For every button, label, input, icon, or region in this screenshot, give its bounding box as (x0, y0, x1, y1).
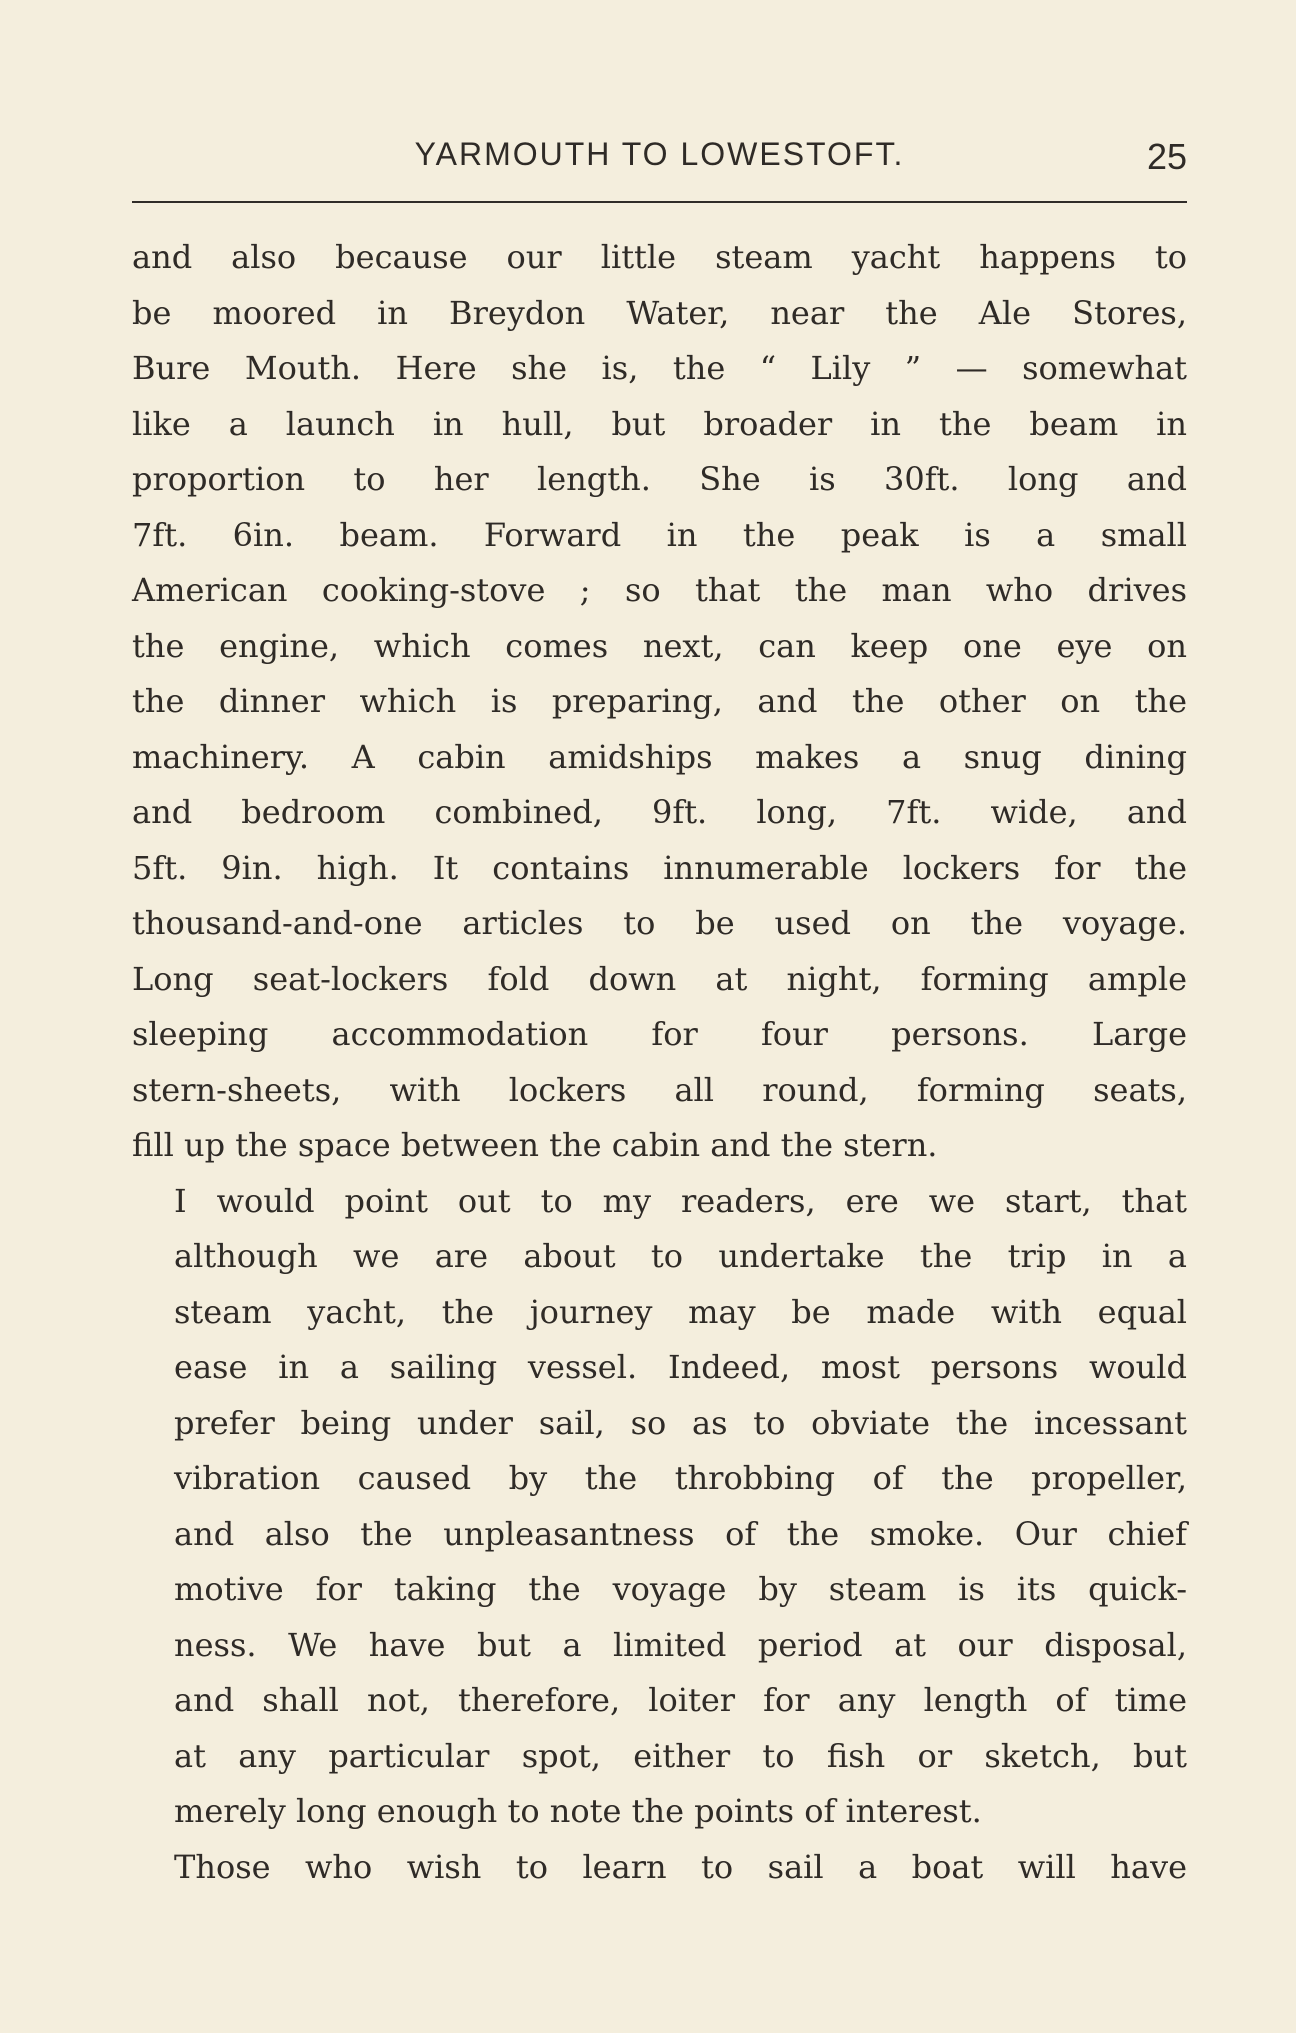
text-line: and shall not, therefore, loiter for any length of time (174, 1681, 1187, 1719)
text-line: I would point out to my readers, ere we start, that (174, 1181, 1187, 1220)
page-number: 25 (1146, 136, 1187, 177)
text-line: motive for taking the voyage by steam is its quick- (174, 1570, 1187, 1608)
body-text (132, 230, 1187, 1895)
text-line: Long seat-lockers fold down at night, forming ample (132, 959, 1187, 998)
header-rule (132, 201, 1187, 203)
text-line: sleeping accommodation for four persons. Large (132, 1015, 1187, 1053)
text-line: at any particular spot, either to fish or sketch, but (174, 1736, 1187, 1775)
text-line: fill up the space between the cabin and the stern. (132, 1126, 938, 1164)
text-line: the engine, which comes next, can keep one eye on (132, 626, 1187, 665)
text-line: 5ft. 9in. high. It contains innumerable lockers for the (132, 848, 1187, 887)
running-head (132, 136, 1187, 184)
paragraph-2 (132, 1174, 1187, 1840)
running-title: YARMOUTH TO LOWESTOFT. (414, 136, 905, 172)
text-line: ness. We have but a limited period at our disposal, (174, 1625, 1187, 1664)
text-line: vibration caused by the throbbing of the propeller, (174, 1459, 1187, 1497)
text-line: steam yacht, the journey may be made with equal (174, 1292, 1187, 1331)
text-line: and bedroom combined, 9ft. long, 7ft. wide, and (132, 793, 1187, 831)
text-line: merely long enough to note the points of interest. (174, 1792, 982, 1830)
paragraph-1 (132, 230, 1187, 1174)
paragraph-3 (132, 1840, 1187, 1896)
text-line: like a launch in hull, but broader in the beam in (132, 404, 1187, 443)
text-line: although we are about to undertake the trip in a (174, 1237, 1187, 1275)
text-line: ease in a sailing vessel. Indeed, most persons would (174, 1348, 1187, 1386)
text-line: machinery. A cabin amidships makes a snug dining (132, 737, 1187, 776)
text-line: Those who wish to learn to sail a boat will have (174, 1847, 1187, 1886)
text-line: Bure Mouth. Here she is, the “ Lily ” — somewhat (132, 349, 1187, 387)
text-line: 7ft. 6in. beam. Forward in the peak is a small (132, 515, 1187, 554)
text-line: American cooking-stove ; so that the man who drives (132, 571, 1187, 609)
text-line: and also because our little steam yacht happens to (132, 238, 1187, 276)
text-line: be moored in Breydon Water, near the Ale Stores, (132, 293, 1187, 332)
text-line: prefer being under sail, so as to obviate the incessant (174, 1403, 1187, 1442)
text-line: the dinner which is preparing, and the other on the (132, 682, 1187, 720)
text-line: proportion to her length. She is 30ft. long and (132, 460, 1187, 498)
text-line: thousand-and-one articles to be used on the voyage. (132, 904, 1187, 942)
text-line: stern-sheets, with lockers all round, forming seats, (132, 1070, 1187, 1109)
text-line: and also the unpleasantness of the smoke. Our chief (174, 1514, 1187, 1553)
